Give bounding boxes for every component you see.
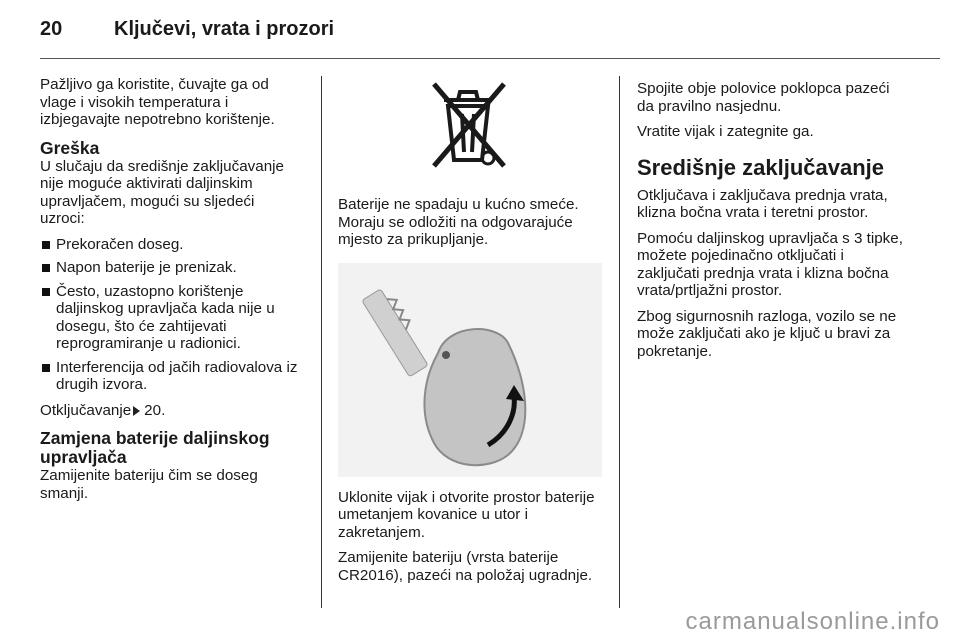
step-screw-text: Vratite vijak i zategnite ga. <box>637 123 814 140</box>
step-close-text: Spojite obje polovice poklopca pazeći da pravilno nasjednu. <box>637 80 890 115</box>
fault-text: U slučaju da središnje zaključavanje nije moguće aktivirati daljinskim upravljačem, mogući su sljedeći uzroci: <box>40 157 284 227</box>
battery-text: Zamijenite bateriju čim se doseg smanji. <box>40 467 258 502</box>
square-bullet-icon <box>42 364 50 372</box>
disposal-text: Baterije ne spadaju u kućno smeće. Moraju se odložiti na odgovarajuće mjesto za prikupljanje. <box>338 196 579 248</box>
unlock-ref-text: Otključavanje <box>40 401 132 419</box>
watermark: carmanualsonline.info <box>685 608 940 635</box>
header-rule <box>40 58 940 59</box>
crossed-out-bin-icon <box>418 76 518 172</box>
list-item: Prekoračen doseg. <box>40 236 302 254</box>
square-bullet-icon <box>42 288 50 296</box>
column-divider <box>321 76 322 608</box>
list-item: Interferencija od jačih radiovalova iz drugih izvora. <box>40 359 302 394</box>
unlock-ref-page[interactable]: 20. <box>144 401 166 419</box>
list-item: Napon baterije je prenizak. <box>40 259 302 277</box>
column-right <box>637 80 905 368</box>
arrow-ref-icon <box>133 406 140 416</box>
square-bullet-icon <box>42 241 50 249</box>
central-paragraph-2: Pomoću daljinskog upravljača s 3 tipke, možete pojedinačno otključati i zaključati prednja vrata i klizna bočna vrata/prtljažni prostor. <box>637 229 903 299</box>
column-divider <box>619 76 620 608</box>
central-paragraph-3: Zbog sigurnosnih razloga, vozilo se ne može zaključati ako je ključ u bravi za pokretanje. <box>637 307 897 360</box>
list-item: Često, uzastopno korištenje daljinskog upravljača kada nije u dosegu, što će zahtijevati reprogramiranje u radionici. <box>40 283 302 353</box>
page-number: 20 <box>40 18 63 40</box>
intro-paragraph: Pažljivo ga koristite, čuvajte ga od vlage i visokih temperatura i izbjegavajte nepotrebno korištenje. <box>40 76 275 128</box>
unlock-reference <box>40 402 302 420</box>
causes-list <box>40 236 302 394</box>
column-middle <box>338 76 606 592</box>
key-remote-illustration <box>338 263 602 477</box>
battery-heading: Zamjena baterije daljinskog upravljača <box>40 428 270 467</box>
fault-heading: Greška <box>40 137 100 158</box>
column-left <box>40 76 302 510</box>
central-paragraph-1: Otključava i zaključava prednja vrata, klizna bočna vrata i teretni prostor. <box>637 186 888 221</box>
square-bullet-icon <box>42 264 50 272</box>
step-open-text: Uklonite vijak i otvorite prostor baterije umetanjem kovanice u utor i zakretanjem. <box>338 488 595 541</box>
central-locking-heading: Središnje zaključavanje <box>637 154 885 180</box>
page-title: Ključevi, vrata i prozori <box>114 18 335 40</box>
step-replace-text: Zamijenite bateriju (vrsta baterije CR2016), pazeći na položaj ugradnje. <box>338 549 593 584</box>
